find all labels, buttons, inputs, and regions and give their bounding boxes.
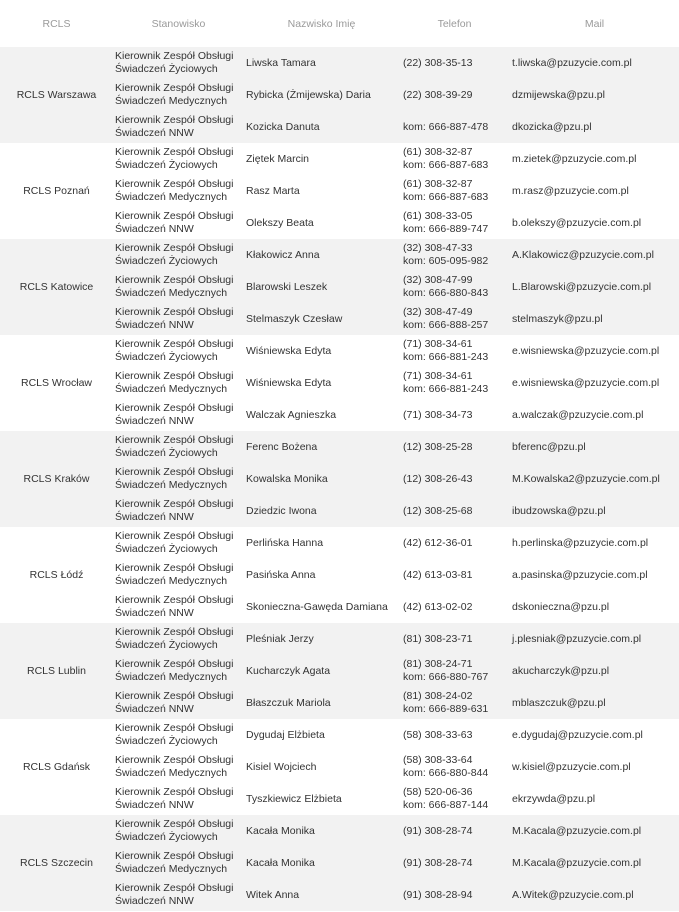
region-name: RCLS Wrocław xyxy=(0,335,113,431)
position-line: Świadczeń Medycznych xyxy=(115,479,228,491)
position-line: Świadczeń Życiowych xyxy=(115,831,218,843)
email-address: t.liwska@pzuzycie.com.pl xyxy=(510,47,679,79)
header-phone: Telefon xyxy=(399,0,510,47)
position-line: Kierownik Zespół Obsługi xyxy=(115,498,234,510)
person-name: Olekszy Beata xyxy=(244,207,399,239)
email-address: m.rasz@pzuzycie.com.pl xyxy=(510,175,679,207)
email-address: a.pasinska@pzuzycie.com.pl xyxy=(510,559,679,591)
phone-line: (42) 613-03-81 xyxy=(403,568,473,581)
phone-line: (71) 308-34-61 xyxy=(403,338,473,350)
phone-line: kom: 666-880-843 xyxy=(403,287,489,299)
phone-line: (71) 308-34-73 xyxy=(403,408,473,421)
position-cell xyxy=(113,623,244,655)
position-line: Kierownik Zespół Obsługi xyxy=(115,210,234,222)
phone-line: (81) 308-23-71 xyxy=(403,632,473,645)
phone-line: kom: 666-888-257 xyxy=(403,319,489,331)
position-cell xyxy=(113,47,244,79)
position-cell xyxy=(113,815,244,847)
phone-line: kom: 666-880-767 xyxy=(403,671,489,683)
position-cell xyxy=(113,175,244,207)
email-address: bferenc@pzu.pl xyxy=(510,431,679,463)
position-cell xyxy=(113,879,244,911)
email-address: M.Kacala@pzuzycie.com.pl xyxy=(510,815,679,847)
person-name: Pleśniak Jerzy xyxy=(244,623,399,655)
position-line: Świadczeń Życiowych xyxy=(115,735,218,747)
region-group xyxy=(0,527,679,623)
table-row xyxy=(0,335,679,367)
phone-line: (61) 308-32-87 xyxy=(403,178,473,190)
email-address: e.wisniewska@pzuzycie.com.pl xyxy=(510,367,679,399)
position-cell xyxy=(113,431,244,463)
position-line: Kierownik Zespół Obsługi xyxy=(115,786,234,798)
position-line: Kierownik Zespół Obsługi xyxy=(115,466,234,478)
phone-line: kom: 666-887-683 xyxy=(403,159,489,171)
person-name: Kacała Monika xyxy=(244,815,399,847)
person-name: Tyszkiewicz Elżbieta xyxy=(244,783,399,815)
email-address: M.Kacala@pzuzycie.com.pl xyxy=(510,847,679,879)
position-line: Świadczeń Medycznych xyxy=(115,863,228,875)
region-group xyxy=(0,815,679,911)
person-name: Liwska Tamara xyxy=(244,47,399,79)
person-name: Walczak Agnieszka xyxy=(244,399,399,431)
position-line: Kierownik Zespół Obsługi xyxy=(115,562,234,574)
position-line: Świadczeń Medycznych xyxy=(115,191,228,203)
person-name: Wiśniewska Edyta xyxy=(244,335,399,367)
position-line: Kierownik Zespół Obsługi xyxy=(115,594,234,606)
position-line: Świadczeń NNW xyxy=(115,319,194,331)
position-cell xyxy=(113,367,244,399)
table-row xyxy=(0,239,679,271)
phone-line: (12) 308-25-68 xyxy=(403,504,473,517)
position-cell xyxy=(113,559,244,591)
phone-cell xyxy=(399,111,510,143)
phone-cell xyxy=(399,367,510,399)
phone-line: kom: 666-887-478 xyxy=(403,120,489,133)
phone-cell xyxy=(399,783,510,815)
region-group xyxy=(0,47,679,143)
region-name: RCLS Katowice xyxy=(0,239,113,335)
position-line: Kierownik Zespół Obsługi xyxy=(115,50,234,62)
position-line: Kierownik Zespół Obsługi xyxy=(115,146,234,158)
position-line: Kierownik Zespół Obsługi xyxy=(115,754,234,766)
position-line: Świadczeń NNW xyxy=(115,511,194,523)
phone-cell xyxy=(399,463,510,495)
table-row xyxy=(0,527,679,559)
phone-line: (81) 308-24-71 xyxy=(403,658,473,670)
header-row xyxy=(0,0,679,47)
position-line: Kierownik Zespół Obsługi xyxy=(115,370,234,382)
region-name: RCLS Łódź xyxy=(0,527,113,623)
phone-line: kom: 666-881-243 xyxy=(403,351,489,363)
person-name: Kisiel Wojciech xyxy=(244,751,399,783)
phone-line: (91) 308-28-74 xyxy=(403,824,473,837)
person-name: Ziętek Marcin xyxy=(244,143,399,175)
email-address: ibudzowska@pzu.pl xyxy=(510,495,679,527)
position-line: Świadczeń NNW xyxy=(115,799,194,811)
position-cell xyxy=(113,335,244,367)
phone-line: (22) 308-35-13 xyxy=(403,56,473,69)
phone-cell xyxy=(399,687,510,719)
person-name: Kucharczyk Agata xyxy=(244,655,399,687)
person-name: Perlińska Hanna xyxy=(244,527,399,559)
phone-line: (91) 308-28-94 xyxy=(403,888,473,901)
position-cell xyxy=(113,687,244,719)
position-cell xyxy=(113,143,244,175)
position-line: Świadczeń Życiowych xyxy=(115,351,218,363)
email-address: akucharczyk@pzu.pl xyxy=(510,655,679,687)
person-name: Blarowski Leszek xyxy=(244,271,399,303)
person-name: Kłakowicz Anna xyxy=(244,239,399,271)
header-mail: Mail xyxy=(510,0,679,47)
region-group xyxy=(0,623,679,719)
person-name: Ferenc Bożena xyxy=(244,431,399,463)
phone-cell xyxy=(399,335,510,367)
position-line: Kierownik Zespół Obsługi xyxy=(115,850,234,862)
phone-line: kom: 666-887-683 xyxy=(403,191,489,203)
person-name: Rybicka (Żmijewska) Daria xyxy=(244,79,399,111)
phone-line: (58) 308-33-63 xyxy=(403,728,473,741)
position-cell xyxy=(113,463,244,495)
email-address: e.wisniewska@pzuzycie.com.pl xyxy=(510,335,679,367)
person-name: Kacała Monika xyxy=(244,847,399,879)
table-row xyxy=(0,623,679,655)
position-line: Świadczeń NNW xyxy=(115,223,194,235)
table-row xyxy=(0,47,679,79)
position-cell xyxy=(113,751,244,783)
phone-cell xyxy=(399,591,510,623)
position-cell xyxy=(113,783,244,815)
position-line: Świadczeń NNW xyxy=(115,127,194,139)
phone-cell xyxy=(399,847,510,879)
region-group xyxy=(0,239,679,335)
position-cell xyxy=(113,399,244,431)
phone-line: (32) 308-47-99 xyxy=(403,274,473,286)
person-name: Witek Anna xyxy=(244,879,399,911)
person-name: Dygudaj Elżbieta xyxy=(244,719,399,751)
phone-line: (58) 520-06-36 xyxy=(403,786,473,798)
email-address: w.kisiel@pzuzycie.com.pl xyxy=(510,751,679,783)
table-row xyxy=(0,719,679,751)
position-line: Kierownik Zespół Obsługi xyxy=(115,818,234,830)
phone-cell xyxy=(399,559,510,591)
header-position: Stanowisko xyxy=(113,0,244,47)
position-line: Świadczeń Życiowych xyxy=(115,159,218,171)
email-address: b.olekszy@pzuzycie.com.pl xyxy=(510,207,679,239)
phone-cell xyxy=(399,399,510,431)
position-line: Świadczeń NNW xyxy=(115,703,194,715)
phone-line: kom: 666-881-243 xyxy=(403,383,489,395)
phone-cell xyxy=(399,879,510,911)
phone-cell xyxy=(399,79,510,111)
phone-cell xyxy=(399,239,510,271)
position-line: Świadczeń Medycznych xyxy=(115,383,228,395)
position-line: Kierownik Zespół Obsługi xyxy=(115,402,234,414)
position-line: Kierownik Zespół Obsługi xyxy=(115,242,234,254)
email-address: ekrzywda@pzu.pl xyxy=(510,783,679,815)
phone-cell xyxy=(399,751,510,783)
phone-cell xyxy=(399,495,510,527)
person-name: Rasz Marta xyxy=(244,175,399,207)
phone-line: (22) 308-39-29 xyxy=(403,88,473,101)
position-cell xyxy=(113,719,244,751)
phone-cell xyxy=(399,47,510,79)
table-row xyxy=(0,143,679,175)
position-line: Świadczeń Medycznych xyxy=(115,95,228,107)
position-line: Świadczeń NNW xyxy=(115,895,194,907)
position-line: Kierownik Zespół Obsługi xyxy=(115,882,234,894)
person-name: Błaszczuk Mariola xyxy=(244,687,399,719)
person-name: Wiśniewska Edyta xyxy=(244,367,399,399)
phone-line: kom: 666-880-844 xyxy=(403,767,489,779)
person-name: Kozicka Danuta xyxy=(244,111,399,143)
email-address: mblaszczuk@pzu.pl xyxy=(510,687,679,719)
email-address: a.walczak@pzuzycie.com.pl xyxy=(510,399,679,431)
phone-line: kom: 666-889-747 xyxy=(403,223,489,235)
phone-line: (32) 308-47-33 xyxy=(403,242,473,254)
phone-line: (42) 612-36-01 xyxy=(403,536,473,549)
region-group xyxy=(0,719,679,815)
region-group xyxy=(0,335,679,431)
position-line: Świadczeń Życiowych xyxy=(115,63,218,75)
table-row xyxy=(0,431,679,463)
person-name: Skonieczna-Gawęda Damiana xyxy=(244,591,399,623)
email-address: M.Kowalska2@pzuzycie.com.pl xyxy=(510,463,679,495)
email-address: m.zietek@pzuzycie.com.pl xyxy=(510,143,679,175)
position-line: Świadczeń Medycznych xyxy=(115,671,228,683)
phone-cell xyxy=(399,527,510,559)
header-name: Nazwisko Imię xyxy=(244,0,399,47)
position-line: Świadczeń Medycznych xyxy=(115,287,228,299)
position-cell xyxy=(113,271,244,303)
phone-line: (61) 308-33-05 xyxy=(403,210,473,222)
region-name: RCLS Gdańsk xyxy=(0,719,113,815)
email-address: A.Witek@pzuzycie.com.pl xyxy=(510,879,679,911)
table-row xyxy=(0,815,679,847)
position-line: Kierownik Zespół Obsługi xyxy=(115,306,234,318)
region-group xyxy=(0,143,679,239)
phone-cell xyxy=(399,655,510,687)
position-line: Kierownik Zespół Obsługi xyxy=(115,178,234,190)
person-name: Stelmaszyk Czesław xyxy=(244,303,399,335)
position-cell xyxy=(113,111,244,143)
position-line: Świadczeń NNW xyxy=(115,415,194,427)
position-line: Kierownik Zespół Obsługi xyxy=(115,274,234,286)
position-cell xyxy=(113,495,244,527)
position-cell xyxy=(113,239,244,271)
region-name: RCLS Warszawa xyxy=(0,47,113,143)
phone-line: kom: 666-889-631 xyxy=(403,703,489,715)
position-cell xyxy=(113,847,244,879)
email-address: dzmijewska@pzu.pl xyxy=(510,79,679,111)
phone-cell xyxy=(399,271,510,303)
position-line: Świadczeń Medycznych xyxy=(115,767,228,779)
region-group xyxy=(0,431,679,527)
phone-cell xyxy=(399,623,510,655)
phone-cell xyxy=(399,719,510,751)
position-line: Kierownik Zespół Obsługi xyxy=(115,82,234,94)
email-address: j.plesniak@pzuzycie.com.pl xyxy=(510,623,679,655)
region-name: RCLS Poznań xyxy=(0,143,113,239)
phone-cell xyxy=(399,207,510,239)
email-address: dskonieczna@pzu.pl xyxy=(510,591,679,623)
phone-cell xyxy=(399,143,510,175)
phone-line: (32) 308-47-49 xyxy=(403,306,473,318)
email-address: stelmaszyk@pzu.pl xyxy=(510,303,679,335)
position-cell xyxy=(113,655,244,687)
phone-line: (42) 613-02-02 xyxy=(403,600,473,613)
position-cell xyxy=(113,303,244,335)
position-cell xyxy=(113,591,244,623)
phone-line: (58) 308-33-64 xyxy=(403,754,473,766)
person-name: Dziedzic Iwona xyxy=(244,495,399,527)
phone-line: kom: 666-887-144 xyxy=(403,799,489,811)
phone-cell xyxy=(399,815,510,847)
position-line: Świadczeń Życiowych xyxy=(115,639,218,651)
position-line: Kierownik Zespół Obsługi xyxy=(115,658,234,670)
phone-cell xyxy=(399,431,510,463)
position-cell xyxy=(113,79,244,111)
phone-line: (91) 308-28-74 xyxy=(403,856,473,869)
person-name: Kowalska Monika xyxy=(244,463,399,495)
email-address: e.dygudaj@pzuzycie.com.pl xyxy=(510,719,679,751)
phone-line: (12) 308-25-28 xyxy=(403,440,473,453)
position-line: Świadczeń Medycznych xyxy=(115,575,228,587)
position-line: Kierownik Zespół Obsługi xyxy=(115,722,234,734)
phone-cell xyxy=(399,175,510,207)
position-line: Kierownik Zespół Obsługi xyxy=(115,690,234,702)
phone-line: (81) 308-24-02 xyxy=(403,690,473,702)
position-line: Kierownik Zespół Obsługi xyxy=(115,434,234,446)
phone-line: (61) 308-32-87 xyxy=(403,146,473,158)
email-address: L.Blarowski@pzuzycie.com.pl xyxy=(510,271,679,303)
region-name: RCLS Szczecin xyxy=(0,815,113,911)
position-line: Świadczeń NNW xyxy=(115,607,194,619)
phone-line: kom: 605-095-982 xyxy=(403,255,489,267)
position-cell xyxy=(113,527,244,559)
email-address: A.Klakowicz@pzuzycie.com.pl xyxy=(510,239,679,271)
position-line: Kierownik Zespół Obsługi xyxy=(115,338,234,350)
position-line: Kierownik Zespół Obsługi xyxy=(115,530,234,542)
email-address: h.perlinska@pzuzycie.com.pl xyxy=(510,527,679,559)
position-cell xyxy=(113,207,244,239)
region-name: RCLS Kraków xyxy=(0,431,113,527)
table-header xyxy=(0,0,679,47)
position-line: Świadczeń Życiowych xyxy=(115,447,218,459)
position-line: Kierownik Zespół Obsługi xyxy=(115,114,234,126)
region-name: RCLS Lublin xyxy=(0,623,113,719)
position-line: Świadczeń Życiowych xyxy=(115,543,218,555)
person-name: Pasińska Anna xyxy=(244,559,399,591)
position-line: Świadczeń Życiowych xyxy=(115,255,218,267)
phone-line: (71) 308-34-61 xyxy=(403,370,473,382)
phone-cell xyxy=(399,303,510,335)
position-line: Kierownik Zespół Obsługi xyxy=(115,626,234,638)
email-address: dkozicka@pzu.pl xyxy=(510,111,679,143)
phone-line: (12) 308-26-43 xyxy=(403,472,473,485)
header-rcls: RCLS xyxy=(0,0,113,47)
